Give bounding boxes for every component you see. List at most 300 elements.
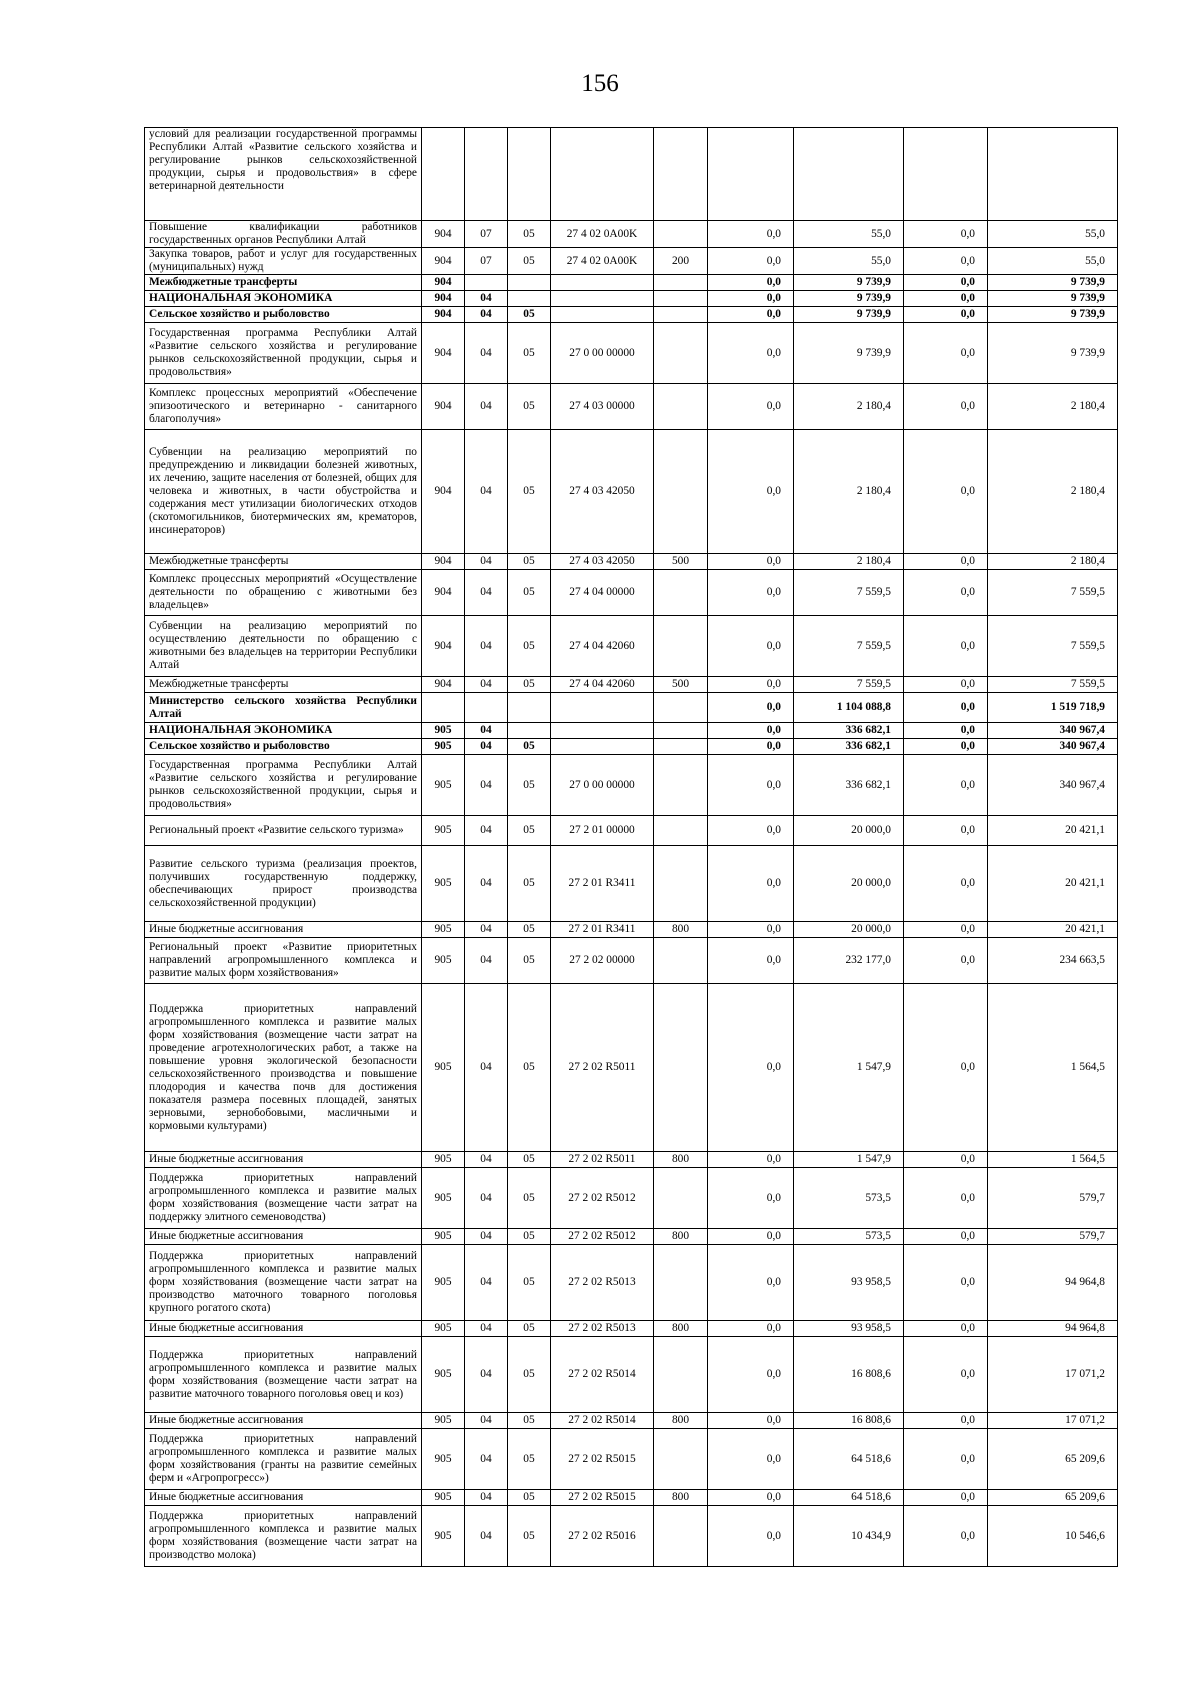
expense-type-cell [654, 1168, 708, 1229]
section-code-cell: 04 [465, 1321, 508, 1337]
amount-1-cell: 0,0 [708, 1429, 794, 1490]
subsection-code-cell: 05 [508, 816, 551, 846]
section-code-cell: 04 [465, 739, 508, 755]
ministry-code-cell: 904 [422, 291, 465, 307]
subsection-code-cell: 05 [508, 554, 551, 570]
amount-2-cell: 10 434,9 [794, 1506, 904, 1567]
amount-4-cell: 340 967,4 [988, 723, 1118, 739]
amount-1-cell: 0,0 [708, 1490, 794, 1506]
section-code-cell: 04 [465, 291, 508, 307]
amount-4-cell: 7 559,5 [988, 677, 1118, 693]
amount-2-cell [794, 128, 904, 221]
table-row [145, 693, 1118, 723]
row-name-cell: Поддержка приоритетных направлений агропромышленного комплекса и развитие малых форм хозяйствования (возмещение части затрат на проведение агротехнологических работ, а также на повышение уровня экологической безопасности сельскохозяйственного производства и повышение плодородия и качества почв для достижения показателя размера посевных площадей, занятых зерновыми, зернобобовыми, масличными и кормовыми культурами) [145, 984, 422, 1152]
subsection-code-cell: 05 [508, 922, 551, 938]
amount-1-cell: 0,0 [708, 323, 794, 384]
section-code-cell: 04 [465, 554, 508, 570]
amount-2-cell: 9 739,9 [794, 291, 904, 307]
amount-3-cell: 0,0 [904, 1245, 988, 1321]
target-article-cell: 27 2 02 R5011 [551, 1152, 654, 1168]
amount-1-cell: 0,0 [708, 307, 794, 323]
budget-table [144, 127, 1118, 1567]
row-name-cell: Государственная программа Республики Алтай «Развитие сельского хозяйства и регулирование рынков сельскохозяйственной продукции, сырья и продовольствия» [145, 323, 422, 384]
table-row [145, 430, 1118, 554]
ministry-code-cell: 905 [422, 1506, 465, 1567]
ministry-code-cell: 905 [422, 1168, 465, 1229]
amount-4-cell: 2 180,4 [988, 430, 1118, 554]
ministry-code-cell: 905 [422, 1229, 465, 1245]
section-code-cell: 04 [465, 430, 508, 554]
target-article-cell: 27 2 02 R5014 [551, 1337, 654, 1413]
table-row [145, 1245, 1118, 1321]
ministry-code-cell: 905 [422, 846, 465, 922]
ministry-code-cell: 905 [422, 723, 465, 739]
amount-4-cell: 9 739,9 [988, 323, 1118, 384]
subsection-code-cell: 05 [508, 739, 551, 755]
row-name-cell: Иные бюджетные ассигнования [145, 1152, 422, 1168]
target-article-cell: 27 2 02 R5015 [551, 1490, 654, 1506]
expense-type-cell [654, 1245, 708, 1321]
amount-1-cell: 0,0 [708, 570, 794, 616]
target-article-cell: 27 4 03 42050 [551, 554, 654, 570]
section-code-cell: 04 [465, 846, 508, 922]
ministry-code-cell [422, 693, 465, 723]
amount-1-cell: 0,0 [708, 816, 794, 846]
table-row [145, 616, 1118, 677]
amount-3-cell: 0,0 [904, 1506, 988, 1567]
amount-3-cell: 0,0 [904, 1337, 988, 1413]
table-row [145, 384, 1118, 430]
row-name-cell: Закупка товаров, работ и услуг для государственных (муниципальных) нужд [145, 248, 422, 275]
amount-1-cell: 0,0 [708, 554, 794, 570]
amount-2-cell: 16 808,6 [794, 1337, 904, 1413]
target-article-cell: 27 2 02 R5016 [551, 1506, 654, 1567]
row-name-cell: Поддержка приоритетных направлений агропромышленного комплекса и развитие малых форм хозяйствования (возмещение части затрат на поддержку элитного семеноводства) [145, 1168, 422, 1229]
subsection-code-cell: 05 [508, 616, 551, 677]
amount-4-cell: 579,7 [988, 1168, 1118, 1229]
target-article-cell [551, 128, 654, 221]
row-name-cell: Региональный проект «Развитие приоритетных направлений агропромышленного комплекса и развитие малых форм хозяйствования» [145, 938, 422, 984]
amount-4-cell: 55,0 [988, 248, 1118, 275]
table-row [145, 1229, 1118, 1245]
amount-4-cell: 9 739,9 [988, 291, 1118, 307]
subsection-code-cell: 05 [508, 1168, 551, 1229]
amount-3-cell [904, 128, 988, 221]
amount-3-cell: 0,0 [904, 984, 988, 1152]
ministry-code-cell: 905 [422, 984, 465, 1152]
target-article-cell: 27 2 02 R5012 [551, 1168, 654, 1229]
subsection-code-cell: 05 [508, 755, 551, 816]
row-name-cell: Сельское хозяйство и рыболовство [145, 307, 422, 323]
ministry-code-cell: 904 [422, 275, 465, 291]
subsection-code-cell: 05 [508, 1429, 551, 1490]
amount-4-cell: 2 180,4 [988, 384, 1118, 430]
table-row [145, 291, 1118, 307]
expense-type-cell [654, 723, 708, 739]
ministry-code-cell: 905 [422, 1337, 465, 1413]
subsection-code-cell: 05 [508, 938, 551, 984]
table-row [145, 221, 1118, 248]
target-article-cell: 27 2 02 R5013 [551, 1321, 654, 1337]
row-name-cell: НАЦИОНАЛЬНАЯ ЭКОНОМИКА [145, 291, 422, 307]
amount-4-cell: 1 564,5 [988, 1152, 1118, 1168]
target-article-cell [551, 693, 654, 723]
table-row [145, 128, 1118, 221]
expense-type-cell [654, 755, 708, 816]
row-name-cell: Поддержка приоритетных направлений агропромышленного комплекса и развитие малых форм хозяйствования (возмещение части затрат на производство молока) [145, 1506, 422, 1567]
expense-type-cell: 800 [654, 1413, 708, 1429]
section-code-cell: 04 [465, 922, 508, 938]
subsection-code-cell: 05 [508, 1506, 551, 1567]
ministry-code-cell: 905 [422, 1429, 465, 1490]
amount-2-cell: 2 180,4 [794, 430, 904, 554]
expense-type-cell: 800 [654, 922, 708, 938]
ministry-code-cell: 904 [422, 221, 465, 248]
amount-2-cell: 2 180,4 [794, 384, 904, 430]
section-code-cell: 04 [465, 1429, 508, 1490]
target-article-cell [551, 291, 654, 307]
amount-4-cell: 1 519 718,9 [988, 693, 1118, 723]
target-article-cell: 27 2 02 R5014 [551, 1413, 654, 1429]
amount-1-cell: 0,0 [708, 1229, 794, 1245]
ministry-code-cell: 904 [422, 323, 465, 384]
amount-2-cell: 1 547,9 [794, 1152, 904, 1168]
amount-4-cell: 20 421,1 [988, 816, 1118, 846]
amount-1-cell: 0,0 [708, 221, 794, 248]
table-row [145, 1152, 1118, 1168]
table-body [145, 128, 1118, 1567]
ministry-code-cell: 904 [422, 554, 465, 570]
expense-type-cell [654, 1337, 708, 1413]
target-article-cell: 27 2 01 00000 [551, 816, 654, 846]
subsection-code-cell [508, 128, 551, 221]
amount-4-cell: 94 964,8 [988, 1245, 1118, 1321]
amount-2-cell: 1 104 088,8 [794, 693, 904, 723]
section-code-cell: 04 [465, 1413, 508, 1429]
row-name-cell: Субвенции на реализацию мероприятий по предупреждению и ликвидации болезней животных, их лечению, защите населения от болезней, общих для человека и животных, в части обустройства и содержания мест утилизации биологических отходов (скотомогильников, биотермических ям, крематоров, инсинераторов) [145, 430, 422, 554]
target-article-cell: 27 4 04 42060 [551, 616, 654, 677]
expense-type-cell [654, 384, 708, 430]
table-row [145, 1429, 1118, 1490]
subsection-code-cell: 05 [508, 384, 551, 430]
amount-4-cell: 20 421,1 [988, 922, 1118, 938]
amount-1-cell: 0,0 [708, 723, 794, 739]
expense-type-cell [654, 128, 708, 221]
table-row [145, 1413, 1118, 1429]
subsection-code-cell: 05 [508, 1229, 551, 1245]
expense-type-cell [654, 291, 708, 307]
amount-3-cell: 0,0 [904, 938, 988, 984]
section-code-cell: 07 [465, 248, 508, 275]
table-row [145, 1490, 1118, 1506]
table-row [145, 1168, 1118, 1229]
subsection-code-cell: 05 [508, 846, 551, 922]
amount-4-cell: 17 071,2 [988, 1337, 1118, 1413]
row-name-cell: Иные бюджетные ассигнования [145, 1413, 422, 1429]
subsection-code-cell: 05 [508, 984, 551, 1152]
expense-type-cell [654, 307, 708, 323]
row-name-cell: Региональный проект «Развитие сельского туризма» [145, 816, 422, 846]
amount-2-cell: 55,0 [794, 221, 904, 248]
section-code-cell: 04 [465, 570, 508, 616]
amount-2-cell: 55,0 [794, 248, 904, 275]
amount-4-cell: 579,7 [988, 1229, 1118, 1245]
section-code-cell: 04 [465, 938, 508, 984]
amount-1-cell: 0,0 [708, 291, 794, 307]
amount-4-cell: 340 967,4 [988, 739, 1118, 755]
table-row [145, 1337, 1118, 1413]
section-code-cell: 04 [465, 1152, 508, 1168]
amount-3-cell: 0,0 [904, 922, 988, 938]
amount-3-cell: 0,0 [904, 291, 988, 307]
section-code-cell: 04 [465, 307, 508, 323]
row-name-cell: Развитие сельского туризма (реализация проектов, получивших государственную поддержку, обеспечивающих прирост производства сельскохозяйственной продукции) [145, 846, 422, 922]
amount-1-cell: 0,0 [708, 275, 794, 291]
amount-1-cell: 0,0 [708, 616, 794, 677]
amount-2-cell: 64 518,6 [794, 1490, 904, 1506]
amount-1-cell: 0,0 [708, 755, 794, 816]
amount-4-cell: 340 967,4 [988, 755, 1118, 816]
expense-type-cell [654, 430, 708, 554]
subsection-code-cell [508, 291, 551, 307]
expense-type-cell: 800 [654, 1152, 708, 1168]
expense-type-cell: 500 [654, 554, 708, 570]
target-article-cell: 27 2 02 R5011 [551, 984, 654, 1152]
target-article-cell [551, 739, 654, 755]
expense-type-cell [654, 693, 708, 723]
amount-4-cell [988, 128, 1118, 221]
subsection-code-cell: 05 [508, 430, 551, 554]
expense-type-cell: 500 [654, 677, 708, 693]
page-number: 156 [581, 70, 619, 97]
row-name-cell: Иные бюджетные ассигнования [145, 1321, 422, 1337]
section-code-cell: 04 [465, 1168, 508, 1229]
amount-1-cell: 0,0 [708, 938, 794, 984]
table-row [145, 307, 1118, 323]
amount-1-cell: 0,0 [708, 1245, 794, 1321]
section-code-cell: 04 [465, 677, 508, 693]
amount-4-cell: 7 559,5 [988, 570, 1118, 616]
amount-1-cell: 0,0 [708, 922, 794, 938]
amount-2-cell: 1 547,9 [794, 984, 904, 1152]
expense-type-cell: 800 [654, 1229, 708, 1245]
row-name-cell: Межбюджетные трансферты [145, 275, 422, 291]
table-row [145, 554, 1118, 570]
expense-type-cell [654, 1429, 708, 1490]
section-code-cell: 04 [465, 1506, 508, 1567]
row-name-cell: Сельское хозяйство и рыболовство [145, 739, 422, 755]
target-article-cell [551, 723, 654, 739]
subsection-code-cell [508, 693, 551, 723]
amount-2-cell: 9 739,9 [794, 307, 904, 323]
amount-1-cell: 0,0 [708, 1337, 794, 1413]
target-article-cell: 27 4 04 00000 [551, 570, 654, 616]
amount-4-cell: 234 663,5 [988, 938, 1118, 984]
row-name-cell: условий для реализации государственной программы Республики Алтай «Развитие сельского хозяйства и регулирование рынков сельскохозяйственной продукции, сырья и продовольствия» в сфере ветеринарной деятельности [145, 128, 422, 221]
expense-type-cell: 800 [654, 1490, 708, 1506]
amount-1-cell: 0,0 [708, 739, 794, 755]
amount-1-cell: 0,0 [708, 984, 794, 1152]
target-article-cell: 27 4 02 0A00K [551, 221, 654, 248]
section-code-cell: 04 [465, 1490, 508, 1506]
amount-2-cell: 2 180,4 [794, 554, 904, 570]
amount-2-cell: 16 808,6 [794, 1413, 904, 1429]
amount-1-cell: 0,0 [708, 1152, 794, 1168]
table-row [145, 677, 1118, 693]
row-name-cell: Поддержка приоритетных направлений агропромышленного комплекса и развитие малых форм хозяйствования (возмещение части затрат на производство маточного товарного поголовья крупного рогатого скота) [145, 1245, 422, 1321]
subsection-code-cell: 05 [508, 1490, 551, 1506]
target-article-cell [551, 307, 654, 323]
amount-2-cell: 64 518,6 [794, 1429, 904, 1490]
section-code-cell: 04 [465, 1337, 508, 1413]
amount-3-cell: 0,0 [904, 1321, 988, 1337]
amount-1-cell: 0,0 [708, 1168, 794, 1229]
amount-2-cell: 7 559,5 [794, 616, 904, 677]
subsection-code-cell: 05 [508, 1245, 551, 1321]
row-name-cell: Поддержка приоритетных направлений агропромышленного комплекса и развитие малых форм хозяйствования (гранты на развитие семейных ферм и «Агропрогресс») [145, 1429, 422, 1490]
row-name-cell: Комплекс процессных мероприятий «Осуществление деятельности по обращению с животными без владельцев» [145, 570, 422, 616]
amount-3-cell: 0,0 [904, 430, 988, 554]
section-code-cell: 04 [465, 816, 508, 846]
amount-3-cell: 0,0 [904, 307, 988, 323]
amount-4-cell: 55,0 [988, 221, 1118, 248]
ministry-code-cell: 904 [422, 248, 465, 275]
subsection-code-cell: 05 [508, 1337, 551, 1413]
amount-2-cell: 93 958,5 [794, 1245, 904, 1321]
ministry-code-cell [422, 128, 465, 221]
amount-2-cell: 336 682,1 [794, 739, 904, 755]
ministry-code-cell: 904 [422, 677, 465, 693]
amount-3-cell: 0,0 [904, 616, 988, 677]
amount-3-cell: 0,0 [904, 723, 988, 739]
amount-3-cell: 0,0 [904, 1229, 988, 1245]
amount-2-cell: 20 000,0 [794, 846, 904, 922]
amount-3-cell: 0,0 [904, 739, 988, 755]
amount-1-cell: 0,0 [708, 846, 794, 922]
amount-3-cell: 0,0 [904, 570, 988, 616]
section-code-cell: 04 [465, 616, 508, 677]
table-row [145, 922, 1118, 938]
expense-type-cell [654, 275, 708, 291]
amount-1-cell: 0,0 [708, 430, 794, 554]
expense-type-cell [654, 616, 708, 677]
amount-2-cell: 20 000,0 [794, 922, 904, 938]
amount-3-cell: 0,0 [904, 554, 988, 570]
amount-3-cell: 0,0 [904, 248, 988, 275]
target-article-cell [551, 275, 654, 291]
target-article-cell: 27 2 02 R5012 [551, 1229, 654, 1245]
target-article-cell: 27 4 03 42050 [551, 430, 654, 554]
target-article-cell: 27 2 01 R3411 [551, 846, 654, 922]
amount-2-cell: 336 682,1 [794, 755, 904, 816]
amount-3-cell: 0,0 [904, 323, 988, 384]
amount-4-cell: 20 421,1 [988, 846, 1118, 922]
row-name-cell: Субвенции на реализацию мероприятий по осуществлению деятельности по обращению с животными без владельцев на территории Республики Алтай [145, 616, 422, 677]
subsection-code-cell: 05 [508, 1152, 551, 1168]
table-row [145, 846, 1118, 922]
target-article-cell: 27 2 02 R5013 [551, 1245, 654, 1321]
target-article-cell: 27 2 02 00000 [551, 938, 654, 984]
amount-2-cell: 336 682,1 [794, 723, 904, 739]
amount-2-cell: 9 739,9 [794, 275, 904, 291]
table-row [145, 739, 1118, 755]
subsection-code-cell: 05 [508, 570, 551, 616]
amount-4-cell: 94 964,8 [988, 1321, 1118, 1337]
ministry-code-cell: 904 [422, 384, 465, 430]
ministry-code-cell: 905 [422, 755, 465, 816]
expense-type-cell [654, 570, 708, 616]
subsection-code-cell: 05 [508, 1321, 551, 1337]
table-row [145, 723, 1118, 739]
section-code-cell: 04 [465, 755, 508, 816]
target-article-cell: 27 0 00 00000 [551, 755, 654, 816]
amount-3-cell: 0,0 [904, 275, 988, 291]
target-article-cell: 27 2 02 R5015 [551, 1429, 654, 1490]
amount-2-cell: 9 739,9 [794, 323, 904, 384]
amount-2-cell: 573,5 [794, 1229, 904, 1245]
amount-2-cell: 232 177,0 [794, 938, 904, 984]
row-name-cell: Поддержка приоритетных направлений агропромышленного комплекса и развитие малых форм хозяйствования (возмещение части затрат на развитие маточного товарного поголовья овец и коз) [145, 1337, 422, 1413]
amount-4-cell: 65 209,6 [988, 1490, 1118, 1506]
subsection-code-cell: 05 [508, 1413, 551, 1429]
amount-2-cell: 573,5 [794, 1168, 904, 1229]
ministry-code-cell: 905 [422, 922, 465, 938]
amount-1-cell: 0,0 [708, 1506, 794, 1567]
ministry-code-cell: 905 [422, 938, 465, 984]
expense-type-cell: 800 [654, 1321, 708, 1337]
expense-type-cell [654, 938, 708, 984]
row-name-cell: Министерство сельского хозяйства Республики Алтай [145, 693, 422, 723]
ministry-code-cell: 905 [422, 1413, 465, 1429]
ministry-code-cell: 905 [422, 1152, 465, 1168]
row-name-cell: Иные бюджетные ассигнования [145, 922, 422, 938]
subsection-code-cell: 05 [508, 323, 551, 384]
amount-1-cell: 0,0 [708, 693, 794, 723]
row-name-cell: Комплекс процессных мероприятий «Обеспечение эпизоотического и ветеринарно - санитарного благополучия» [145, 384, 422, 430]
row-name-cell: Государственная программа Республики Алтай «Развитие сельского хозяйства и регулирование рынков сельскохозяйственной продукции, сырья и продовольствия» [145, 755, 422, 816]
row-name-cell: Межбюджетные трансферты [145, 677, 422, 693]
amount-3-cell: 0,0 [904, 755, 988, 816]
amount-3-cell: 0,0 [904, 846, 988, 922]
section-code-cell: 04 [465, 984, 508, 1152]
subsection-code-cell: 05 [508, 221, 551, 248]
section-code-cell: 04 [465, 384, 508, 430]
amount-1-cell: 0,0 [708, 384, 794, 430]
ministry-code-cell: 904 [422, 307, 465, 323]
ministry-code-cell: 904 [422, 430, 465, 554]
target-article-cell: 27 4 02 0A00K [551, 248, 654, 275]
amount-2-cell: 7 559,5 [794, 677, 904, 693]
table-row [145, 816, 1118, 846]
ministry-code-cell: 904 [422, 616, 465, 677]
amount-2-cell: 93 958,5 [794, 1321, 904, 1337]
section-code-cell [465, 128, 508, 221]
section-code-cell: 07 [465, 221, 508, 248]
amount-4-cell: 9 739,9 [988, 275, 1118, 291]
target-article-cell: 27 4 03 00000 [551, 384, 654, 430]
table-row [145, 323, 1118, 384]
table-row [145, 275, 1118, 291]
section-code-cell: 04 [465, 1229, 508, 1245]
amount-4-cell: 65 209,6 [988, 1429, 1118, 1490]
section-code-cell [465, 275, 508, 291]
ministry-code-cell: 904 [422, 570, 465, 616]
amount-3-cell: 0,0 [904, 1168, 988, 1229]
expense-type-cell [654, 984, 708, 1152]
amount-4-cell: 7 559,5 [988, 616, 1118, 677]
subsection-code-cell [508, 723, 551, 739]
amount-4-cell: 17 071,2 [988, 1413, 1118, 1429]
